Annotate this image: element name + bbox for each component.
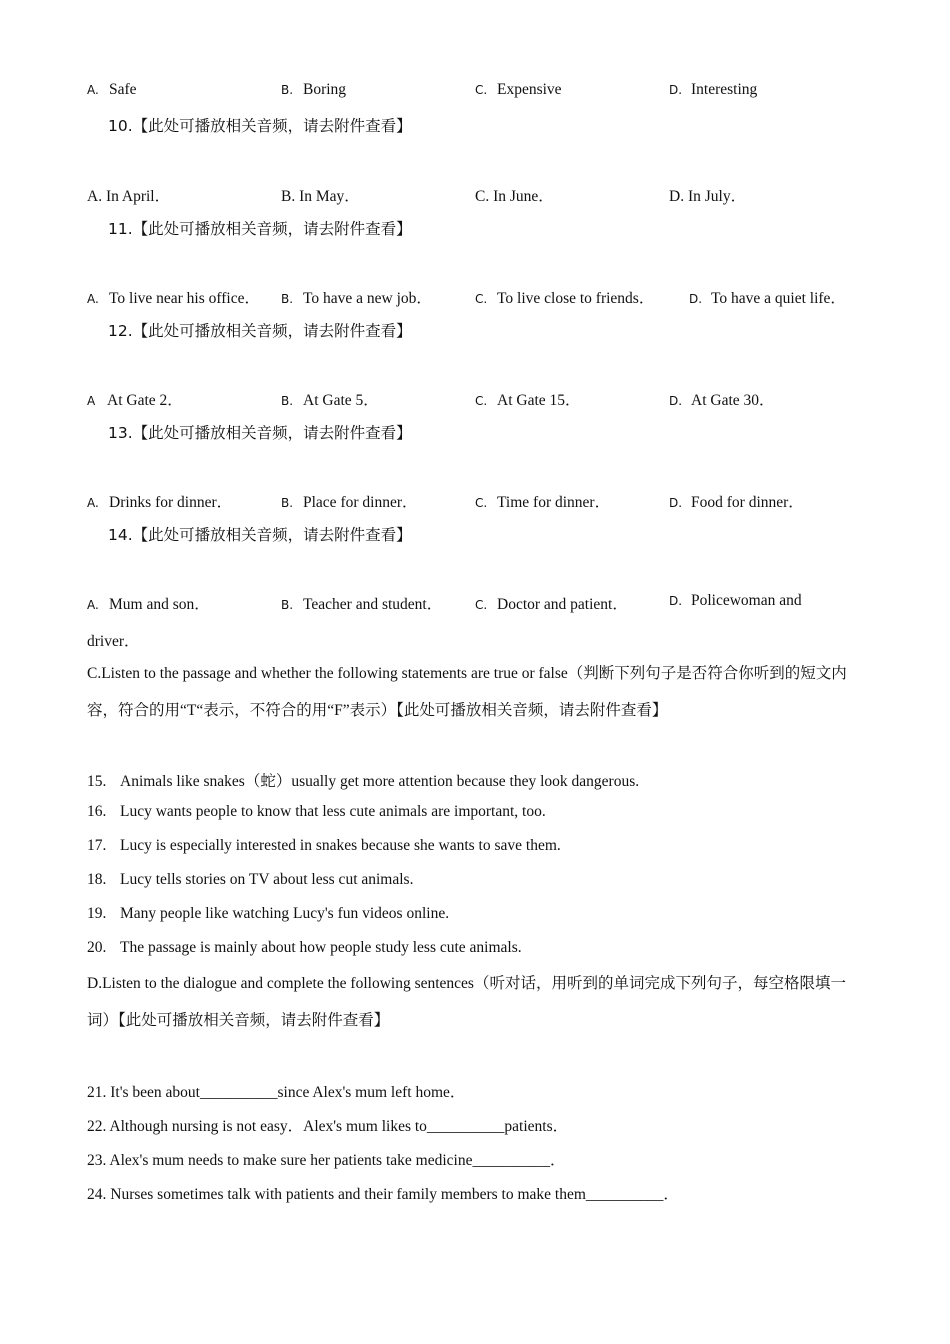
- section-d-instructions: D.Listen to the dialogue and complete the following sentences（听对话，用听到的单词完成下列句子，每空格限填一词）【此处可播放相关音频，请去附件查看】: [87, 975, 846, 1029]
- option-text: To live close to friends．: [497, 290, 655, 307]
- statement-20: [87, 939, 522, 957]
- q14-option-d-wrap: driver．: [87, 633, 140, 650]
- option-key: D.: [689, 292, 703, 306]
- option-text: To live near his office．: [109, 290, 260, 307]
- option-key: C.: [475, 394, 488, 408]
- q12-option-c: [475, 388, 581, 410]
- q10-option-d: D. In July．: [669, 188, 747, 205]
- statement-number: 18.: [87, 871, 107, 888]
- statement-15: [87, 769, 639, 791]
- option-key: A.: [87, 496, 99, 510]
- q11-option-a: [87, 286, 260, 308]
- q13-option-a: [87, 490, 232, 512]
- section-c-instructions: C.Listen to the passage and whether the following statements are true or false（判断下列句子是否符合你听到的短文内容，符合的用“T“表示，不符合的用“F”表示）【此处可播放相关音频，请去附件查看】: [87, 665, 847, 719]
- q13-option-d: [669, 490, 804, 512]
- option-key: A.: [87, 83, 99, 97]
- statement-number: 20.: [87, 939, 107, 956]
- option-key: B.: [281, 496, 294, 510]
- option-text: At Gate 5．: [303, 392, 379, 409]
- option-key: B.: [281, 598, 294, 612]
- statement-text: Animals like snakes（蛇）usually get more attention because they look dangerous.: [120, 773, 640, 790]
- option-text: At Gate 30．: [691, 392, 775, 409]
- option-text: Teacher and student．: [303, 596, 443, 613]
- option-key: A.: [87, 292, 99, 306]
- option-key: A.: [87, 598, 99, 612]
- q12-option-a: [87, 388, 183, 410]
- option-key: D.: [669, 594, 683, 608]
- q11-option-b: [281, 286, 432, 308]
- option-key: A: [87, 394, 96, 408]
- blank-sentence-23: 23. Alex's mum needs to make sure her patients take medicine__________．: [87, 1152, 566, 1169]
- option-key: D.: [669, 83, 683, 97]
- statement-17: [87, 837, 561, 855]
- statement-text: Lucy is especially interested in snakes because she wants to save them.: [120, 837, 561, 854]
- statement-text: The passage is mainly about how people study less cute animals.: [120, 939, 522, 956]
- option-key: D.: [669, 394, 683, 408]
- option-key: B.: [281, 292, 294, 306]
- question-14-audio[interactable]: 14.【此处可播放相关音频，请去附件查看】: [108, 526, 412, 544]
- statement-number: 15.: [87, 773, 107, 790]
- q14-option-a: [87, 592, 210, 614]
- q9-option-b: [281, 81, 346, 99]
- q12-option-b: [281, 388, 379, 410]
- blank-sentence-24: 24. Nurses sometimes talk with patients and their family members to make them__________．: [87, 1186, 679, 1203]
- option-text: Safe: [109, 81, 137, 98]
- statement-number: 19.: [87, 905, 107, 922]
- option-text: Time for dinner．: [497, 494, 611, 511]
- option-text: Doctor and patient．: [497, 596, 628, 613]
- statement-number: 16.: [87, 803, 107, 820]
- question-10-audio[interactable]: 10.【此处可播放相关音频，请去附件查看】: [108, 117, 412, 135]
- statement-text: Lucy wants people to know that less cute animals are important, too.: [120, 803, 546, 820]
- q14-option-b: [281, 592, 442, 614]
- q13-option-b: [281, 490, 418, 512]
- option-text: To have a new job．: [303, 290, 432, 307]
- option-key: B.: [281, 394, 294, 408]
- option-key: C.: [475, 598, 488, 612]
- q11-option-c: [475, 286, 654, 308]
- blank-sentence-22: 22. Although nursing is not easy．Alex's mum likes to__________patients．: [87, 1118, 569, 1135]
- question-12-audio[interactable]: 12.【此处可播放相关音频，请去附件查看】: [108, 322, 412, 340]
- option-text: Place for dinner．: [303, 494, 418, 511]
- question-13-audio[interactable]: 13.【此处可播放相关音频，请去附件查看】: [108, 424, 412, 442]
- option-text: To have a quiet life．: [711, 290, 846, 307]
- option-key: C.: [475, 83, 488, 97]
- option-text: Boring: [303, 81, 347, 98]
- q9-option-a: [87, 81, 137, 99]
- option-key: D.: [669, 496, 683, 510]
- statement-18: [87, 871, 413, 889]
- q10-option-c: C. In June．: [475, 188, 554, 205]
- option-text: Policewoman and: [691, 592, 802, 609]
- q10-option-a: A. In April．: [87, 188, 171, 205]
- option-text: Expensive: [497, 81, 562, 98]
- question-11-audio[interactable]: 11.【此处可播放相关音频，请去附件查看】: [108, 220, 412, 238]
- q12-option-d: [669, 388, 775, 410]
- statement-16: [87, 803, 546, 821]
- option-text: Food for dinner．: [691, 494, 804, 511]
- q13-option-c: [475, 490, 610, 512]
- option-text: At Gate 2．: [107, 392, 183, 409]
- q9-option-d: [669, 81, 757, 99]
- statement-number: 17.: [87, 837, 107, 854]
- blank-sentence-21: 21. It's been about__________since Alex's mum left home．: [87, 1084, 466, 1101]
- q14-option-d: [669, 592, 802, 610]
- q14-option-c: [475, 592, 628, 614]
- option-text: Drinks for dinner．: [109, 494, 233, 511]
- option-text: At Gate 15．: [497, 392, 581, 409]
- statement-text: Lucy tells stories on TV about less cut animals.: [120, 871, 414, 888]
- option-text: Interesting: [691, 81, 758, 98]
- q9-option-c: [475, 81, 562, 99]
- statement-text: Many people like watching Lucy's fun videos online.: [120, 905, 450, 922]
- statement-19: [87, 905, 449, 923]
- option-text: Mum and son．: [109, 596, 210, 613]
- option-key: B.: [281, 83, 294, 97]
- q11-option-d: [689, 286, 846, 308]
- q10-option-b: B. In May．: [281, 188, 360, 205]
- option-key: C.: [475, 496, 488, 510]
- option-key: C.: [475, 292, 488, 306]
